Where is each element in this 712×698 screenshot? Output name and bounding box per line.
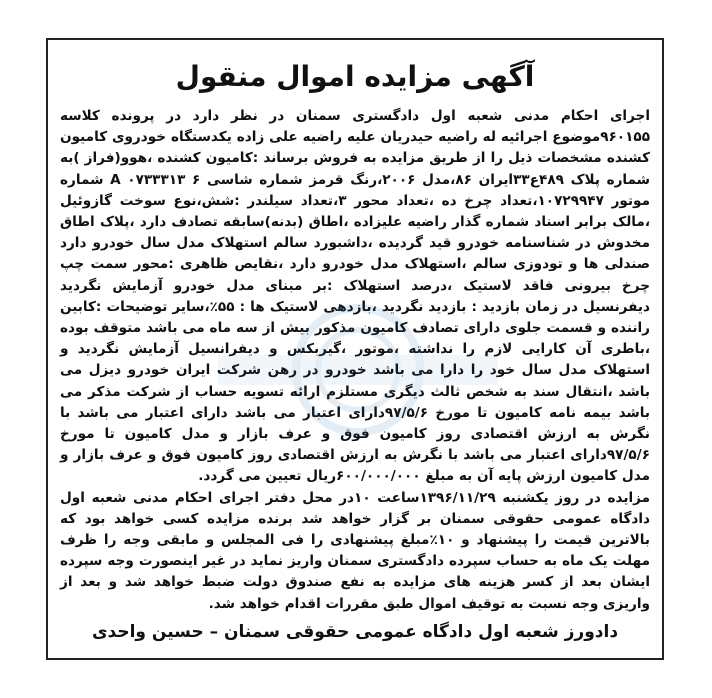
- notice-signature: دادورز شعبه اول دادگاه عمومی حقوقی سمنان – حسین واحدی: [91, 622, 619, 642]
- notice-paragraph-terms: مزایده در روز یکشنبه ۱۳۹۶/۱۱/۲۹ساعت ۱۰در محل دفتر اجرای احکام مدنی شعبه اول دادگاه عمومی حقوقی سمنان بر گزار خواهد شد برنده مزایده کسی خواهد بود که بالاترین قیمت را پیشنهاد و ۱۰٪مبلغ پیشنهادی را فی المجلس و مابقی وجه را ظرف مهلت یک ماه به حساب سپرده دادگستری سمنان واریز نماید در غیر اینصورت وجه سپرده ایشان بعد از کسر هزینه های مزایده به نفع صندوق دولت ضبط خواهد شد و بعد از واریزی وجه نسبت به توقیف اموال طبق مقررات اقدام خواهد شد.: [60, 489, 651, 612]
- notice-title: آگهی مزایده اموال منقول: [175, 60, 535, 93]
- notice-frame: [46, 38, 664, 660]
- notice-paragraph-details: اجرای احکام مدنی شعبه اول دادگستری سمنان در نظر دارد در پرونده کلاسه ۹۶۰۱۵۵موضوع اجرائیه له راضیه حیدریان علیه راضیه علی زاده یکدستگاه خودروی کامیون کشنده مشخصات ذیل را از طریق مزایده به فروش برساند :کامیون کشنده ،هوو(فراز )به شماره پلاک ۴۸۹ع۳۳ایران ۸۶،مدل ۲۰۰۶،رنگ قرمز شماره شاسی A ۰۷۳۳۳۱۳ ۶ شماره موتور ۱۰۷۲۹۹۴۷،تعداد چرخ ده ،تعداد محور ۳،تعداد سیلندر :شش،نوع سوخت گازوئیل ،مالک برابر اسناد شماره گذار راضیه علیزاده ،اطاق (بدنه)سابقه تصادف دارد ،پلاک اطاق مخدوش در شناسنامه خودرو قید گردیده ،داشبورد سالم استهلاک مدل سال خودرو دارد صندلی ها و تودوزی سالم ،استهلاک مدل خودرو دارد ،نقایص ظاهری :محور سمت چپ چرخ بیرونی فاقد لاستیک ،درصد استهلاک :بر مبنای مدل خودرو آزمایش نگردید دیفرنسیل در زمان بازدید : بازدید نگردید ،بازدهی لاستیک ها : ۵۵٪،سایر توضیحات :کابین راننده و قسمت جلوی دارای تصادف کامیون مذکور بیش از سه ماه می باشد متوقف بوده ،باطری آن کارایی لازم را نداشته ،موتور ،گیربکس و دیفرانسیل آزمایش نگردید و استهلاک مدل سال خود را دارا می باشد خودرو در رهن شرکت ایران خودرو دیزل می باشد ،انتقال سند به شخص ثالث دیگری مستلزم ارائه تسویه حساب از شرکت مذکر می باشد بیمه نامه کامیون تا مورخ ۹۷/۵/۶دارای اعتبار می باشد دارای اعتبار می باشد با نگرش به ارزش اقتصادی روز کامیون فوق و عرف بازار و مدل کامیون تا مورخ ۹۷/۵/۶دارای اعتبار می باشد با نگرش به ارزش اقتصادی روز کامیون فوق و عرف بازار و مدل کامیون ارزش پایه آن به مبلغ ۶۰۰/۰۰۰/۰۰۰ریال تعیین می گردد.: [60, 108, 651, 485]
- notice-body: [60, 106, 650, 615]
